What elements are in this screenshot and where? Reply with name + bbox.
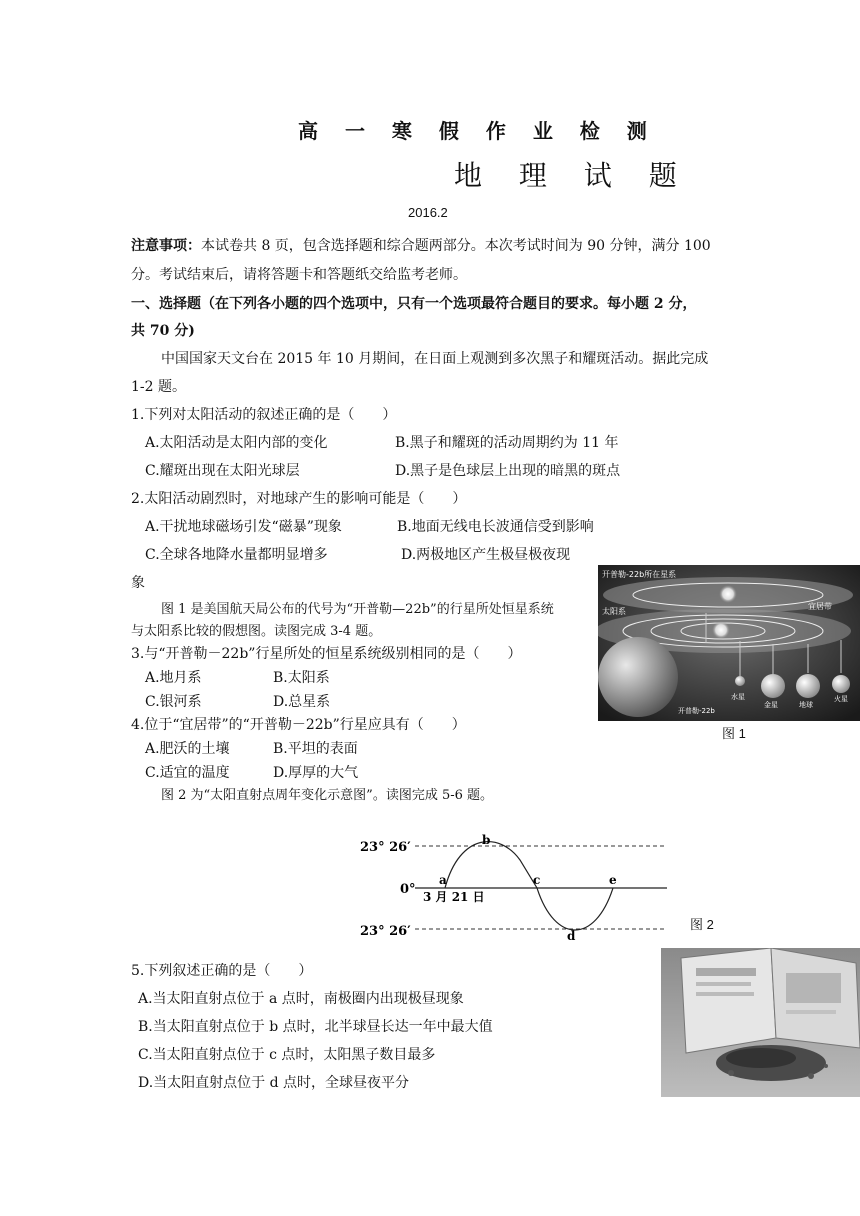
notice-text: 本试卷共 8 页，包含选择题和综合题两部分。本次考试时间为 90 分钟，满分 100 (201, 238, 711, 254)
subject-title: 地 理 试 题 (454, 159, 691, 192)
q1-stem: 1.下列对太阳活动的叙述正确的是（ ） (131, 407, 397, 423)
q3-option-c: C.银河系 (145, 694, 202, 710)
point-e: e (609, 873, 617, 887)
q5-stem: 5.下列叙述正确的是（ ） (131, 963, 313, 979)
q2-option-b: B.地面无线电长波通信受到影响 (397, 519, 594, 535)
q2-option-d-cont: 象 (131, 575, 145, 591)
q5-option-a: A.当太阳直射点位于 a 点时，南极圈内出现极昼现象 (138, 991, 464, 1007)
intro-q3-4-cont: 与太阳系比较的假想图。读图完成 3-4 题。 (131, 624, 382, 639)
section-heading: 一、选择题（在下列各小题的四个选项中，只有一个选项最符合题目的要求。每小题 2 分， (131, 296, 697, 312)
q4-option-b: B.平坦的表面 (273, 741, 358, 757)
kepler-22b-planet (598, 637, 678, 717)
label-kepler-system: 开普勒-22b所在星系 (602, 570, 677, 579)
label-equator: 0° (400, 882, 416, 897)
q1-option-b: B.黑子和耀斑的活动周期约为 11 年 (395, 435, 619, 451)
q3-stem: 3.与“开普勒－22b”行星所处的恒星系统级别相同的是（ ） (131, 646, 522, 662)
q5-option-b: B.当太阳直射点位于 b 点时，北半球昼长达一年中最大值 (138, 1019, 493, 1035)
q1-option-a: A.太阳活动是太阳内部的变化 (145, 435, 328, 451)
section-heading-cont: 共 70 分) (131, 323, 195, 339)
point-a: a (439, 873, 447, 887)
q4-stem: 4.位于“宜居带”的“开普勒－22b”行星应具有（ ） (131, 717, 466, 733)
intro-q1-2: 中国国家天文台在 2015 年 10 月期间，在日面上观测到多次黑子和耀斑活动。据此完成 (161, 351, 709, 367)
q5-option-c: C.当太阳直射点位于 c 点时，太阳黑子数目最多 (138, 1047, 436, 1063)
q2-option-a: A.干扰地球磁场引发“磁暴”现象 (145, 519, 342, 535)
intro-q5-6: 图 2 为“太阳直射点周年变化示意图”。读图完成 5-6 题。 (161, 788, 494, 803)
label-earth: 地球 (799, 701, 813, 709)
exam-title: 高 一 寒 假 作 业 检 测 (298, 119, 657, 143)
q2-option-c: C.全球各地降水量都明显增多 (145, 547, 328, 563)
point-b: b (482, 833, 491, 847)
point-c: c (533, 873, 541, 887)
figure-2-caption: 图 2 (690, 917, 714, 932)
q4-option-c: C.适宜的温度 (145, 765, 230, 781)
exam-date: 2016.2 (408, 205, 448, 220)
notice-line2: 分。考试结束后，请将答题卡和答题纸交给监考老师。 (131, 267, 467, 283)
q1-option-d: D.黑子是色球层上出现的暗黑的斑点 (395, 463, 621, 479)
notice-line1 (131, 235, 711, 255)
figure-1-caption: 图 1 (722, 726, 746, 741)
figure-2-subsolar-point-diagram (355, 832, 670, 944)
notice-label: 注意事项： (131, 238, 201, 254)
q3-option-a: A.地月系 (145, 670, 202, 686)
label-bottom-latitude: 23° 26′ (360, 924, 411, 939)
q4-option-a: A.肥沃的土壤 (145, 741, 230, 757)
q2-option-d: D.两极地区产生极昼极夜现 (401, 547, 571, 563)
label-habitable-zone: 宜居带 (808, 602, 832, 611)
q3-option-d: D.总星系 (273, 694, 331, 710)
q1-option-c: C.耀斑出现在太阳光球层 (145, 463, 300, 479)
label-solar-system: 太阳系 (602, 607, 626, 616)
q5-option-d: D.当太阳直射点位于 d 点时，全球昼夜平分 (138, 1075, 410, 1091)
date-label: 3 月 21 日 (423, 890, 485, 904)
intro-q3-4: 图 1 是美国航天局公布的代号为“开普勒—22b”的行星所处恒星系统 (161, 602, 554, 617)
q2-stem: 2.太阳活动剧烈时，对地球产生的影响可能是（ ） (131, 491, 467, 507)
label-mars: 火星 (834, 695, 848, 703)
figure-1-kepler-vs-solar-system (598, 565, 860, 721)
label-mercury: 水星 (731, 693, 745, 701)
q4-option-d: D.厚厚的大气 (273, 765, 359, 781)
intro-q1-2-cont: 1-2 题。 (131, 379, 186, 395)
point-d: d (567, 929, 576, 943)
book-seeds-photo (661, 948, 860, 1097)
subsolar-curve (445, 842, 613, 930)
q3-option-b: B.太阳系 (273, 670, 330, 686)
label-kepler-22b: 开普勒-22b (678, 707, 715, 715)
label-top-latitude: 23° 26′ (360, 840, 411, 855)
label-venus: 金星 (764, 701, 778, 709)
